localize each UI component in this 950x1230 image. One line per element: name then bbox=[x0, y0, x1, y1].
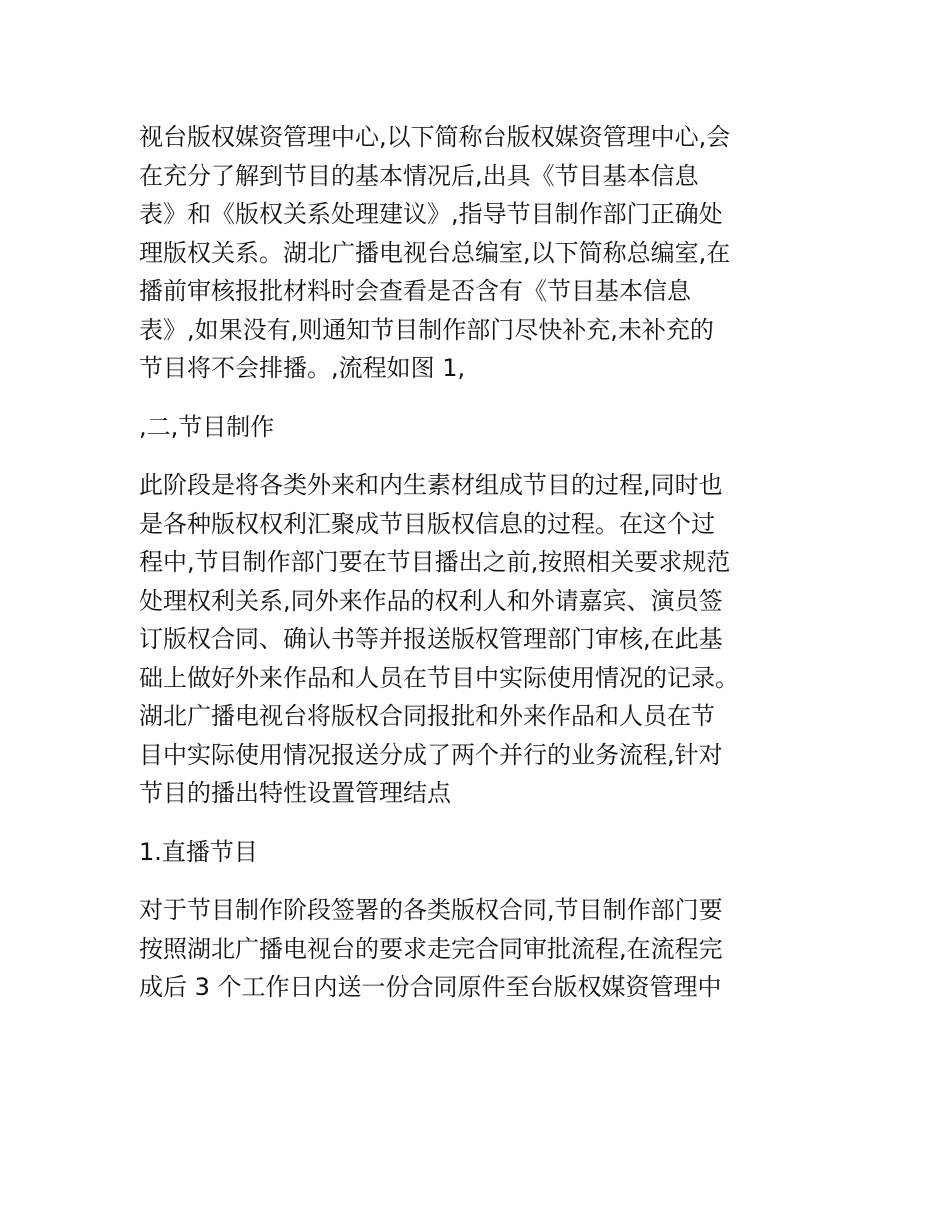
text-line: 程中,节目制作部门要在节目播出之前,按照相关要求规范 bbox=[139, 548, 731, 576]
heading-text: ,二,节目制作 bbox=[139, 412, 275, 441]
text-line: 目中实际使用情况报送分成了两个并行的业务流程,针对 bbox=[139, 740, 723, 769]
text-line: 础上做好外来作品和人员在节目中实际使用情况的记录。 bbox=[139, 663, 739, 692]
paragraph-contract-approval bbox=[139, 891, 814, 1007]
text-line: 湖北广播电视台将版权合同报批和外来作品和人员在节 bbox=[139, 702, 715, 730]
text-line: 视台版权媒资管理中心,以下简称台版权媒资管理中心,会 bbox=[139, 123, 731, 151]
text-line: 对于节目制作阶段签署的各类版权合同,节目制作部门要 bbox=[139, 896, 723, 924]
text-line: 处理权利关系,同外来作品的权利人和外请嘉宾、演员签 bbox=[139, 586, 723, 615]
text-line: 是各种版权权利汇聚成节目版权信息的过程。在这个过 bbox=[139, 509, 715, 538]
subsection-heading-live-program bbox=[139, 833, 814, 872]
paragraph-production-stage bbox=[139, 466, 814, 813]
text-line: 在充分了解到节目的基本情况后,出具《节目基本信息 bbox=[139, 161, 699, 190]
section-heading-program-production bbox=[139, 408, 814, 447]
text-line: 播前审核报批材料时会查看是否含有《节目基本信息 bbox=[139, 277, 691, 305]
text-line: 按照湖北广播电视台的要求走完合同审批流程,在流程完 bbox=[139, 934, 723, 963]
text-line: 理版权关系。湖北广播电视台总编室,以下简称总编室,在 bbox=[139, 238, 731, 267]
text-line: 节目将不会排播。,流程如图 1, bbox=[139, 354, 466, 382]
heading-text: 1.直播节目 bbox=[139, 837, 258, 866]
document-body bbox=[139, 118, 814, 1027]
text-line: 此阶段是将各类外来和内生素材组成节目的过程,同时也 bbox=[139, 471, 723, 499]
text-line: 节目的播出特性设置管理结点 bbox=[139, 779, 451, 807]
text-line: 订版权合同、确认书等并报送版权管理部门审核,在此基 bbox=[139, 625, 723, 653]
text-line: 表》,如果没有,则通知节目制作部门尽快补充,未补充的 bbox=[139, 315, 714, 344]
paragraph-copyright-center bbox=[139, 118, 814, 388]
text-line: 成后 3 个工作日内送一份合同原件至台版权媒资管理中 bbox=[139, 973, 722, 1001]
text-line: 表》和《版权关系处理建议》,指导节目制作部门正确处 bbox=[139, 200, 723, 228]
